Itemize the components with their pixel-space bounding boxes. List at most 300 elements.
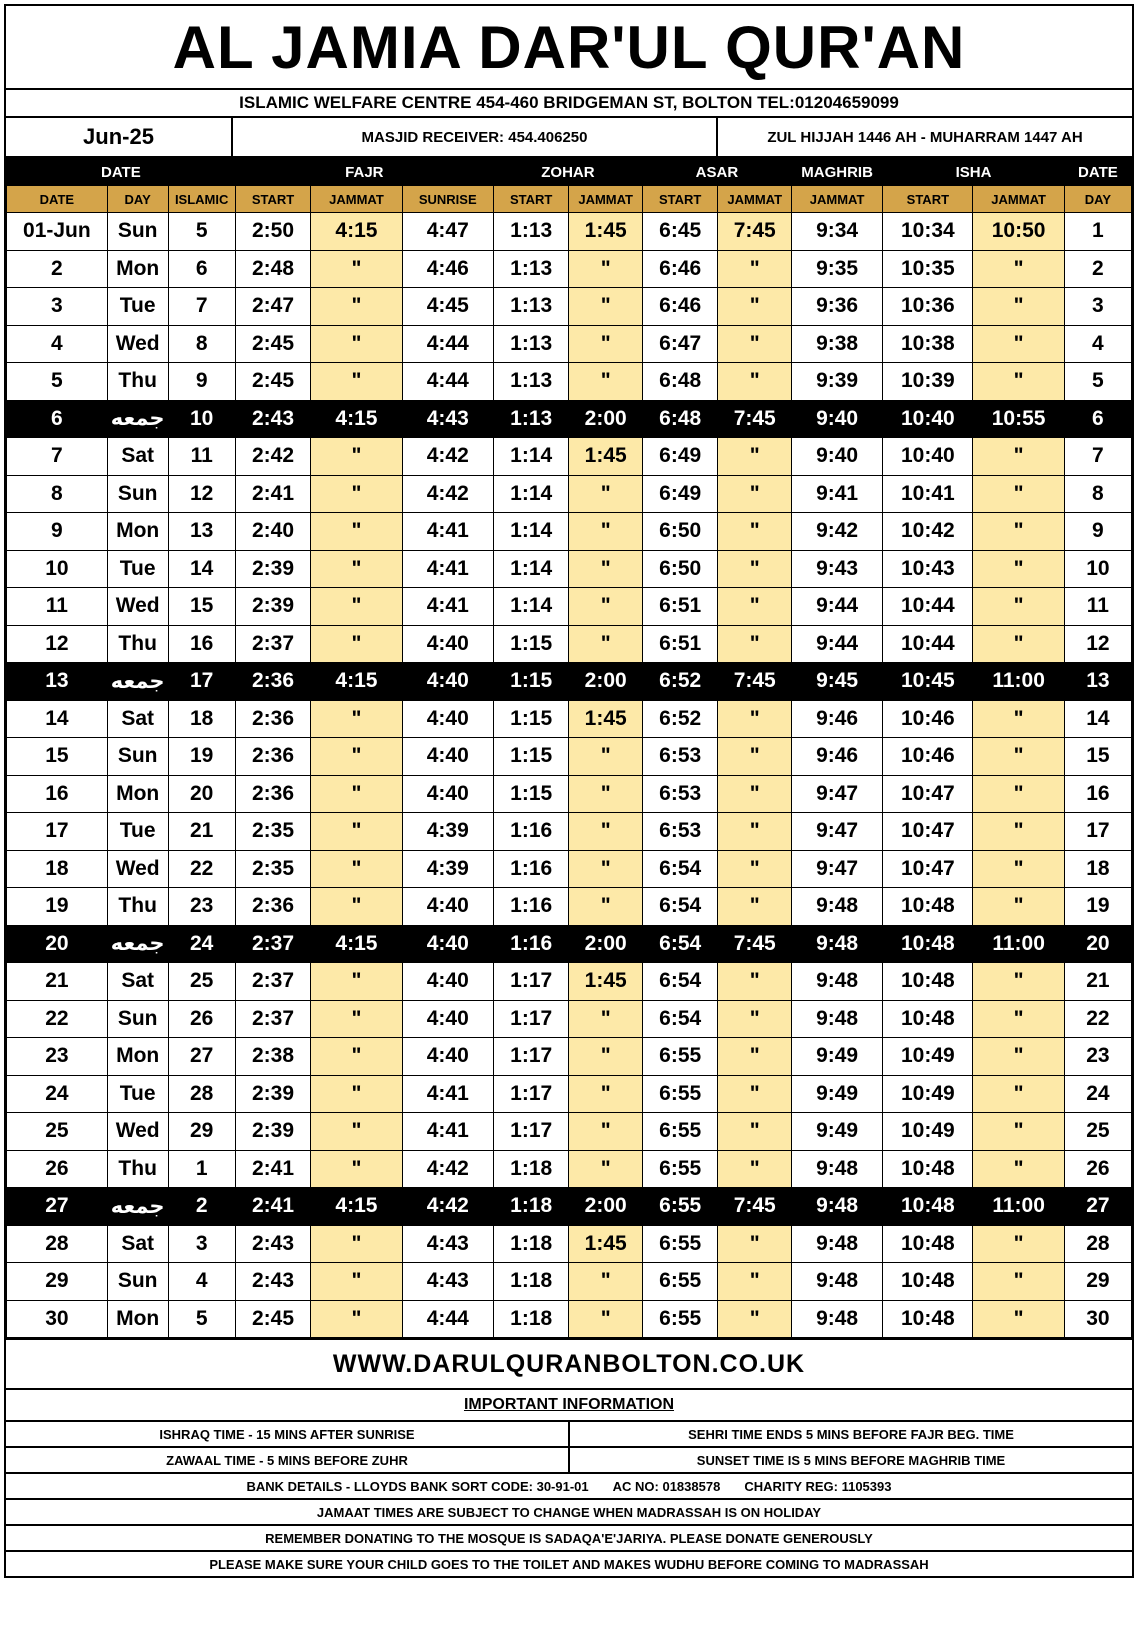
col-fajr-jammat-cell: 4:15 xyxy=(311,1188,402,1226)
col-day-number-cell: 8 xyxy=(1064,475,1131,513)
col-asar-start-cell: 6:53 xyxy=(642,738,718,776)
col-sunrise-cell: 4:44 xyxy=(402,363,493,401)
col-day-number-cell: 25 xyxy=(1064,1113,1131,1151)
col-fajr-jammat-cell: " xyxy=(311,813,402,851)
col-isha-start-cell: 10:42 xyxy=(883,513,973,551)
col-sunrise-cell: 4:45 xyxy=(402,288,493,326)
col-fajr-jammat-cell: " xyxy=(311,1038,402,1076)
col-day-cell: Mon xyxy=(107,1300,168,1338)
col-zohar-start-cell: 1:15 xyxy=(493,663,569,701)
col-isha-jammat-cell: 11:00 xyxy=(973,663,1064,701)
col-sunrise-cell: 4:40 xyxy=(402,663,493,701)
col-sunrise-cell: 4:40 xyxy=(402,738,493,776)
col-fajr-start-cell: 2:43 xyxy=(235,400,311,438)
col-zohar-jammat-cell: " xyxy=(569,1263,642,1301)
col-fajr-start-cell: 2:37 xyxy=(235,925,311,963)
col-maghrib-jammat-cell: 9:48 xyxy=(791,888,882,926)
col-zohar-start-cell: 1:18 xyxy=(493,1188,569,1226)
col-isha-start-cell: 10:47 xyxy=(883,850,973,888)
col-date-cell: 10 xyxy=(7,550,108,588)
col-sunrise-cell: 4:39 xyxy=(402,813,493,851)
group-header-row xyxy=(7,159,1132,186)
col-isha-start-cell: 10:49 xyxy=(883,1075,973,1113)
col-isha-start-cell: 10:34 xyxy=(883,213,973,251)
col-zohar-jammat-cell: " xyxy=(569,888,642,926)
col-maghrib-jammat-cell: 9:47 xyxy=(791,813,882,851)
col-isha-jammat-cell: " xyxy=(973,1000,1064,1038)
col-asar-jammat-cell: " xyxy=(718,1113,791,1151)
col-date-cell: 2 xyxy=(7,250,108,288)
col-islamic-cell: 23 xyxy=(168,888,235,926)
col-fajr-jammat-cell: " xyxy=(311,1075,402,1113)
col-zohar-jammat-cell: 2:00 xyxy=(569,663,642,701)
col-fajr-start-cell: 2:50 xyxy=(235,213,311,251)
table-row xyxy=(7,250,1132,288)
table-row xyxy=(7,400,1132,438)
col-asar-start-cell: 6:54 xyxy=(642,925,718,963)
col-zohar-start-cell: 1:13 xyxy=(493,325,569,363)
col-isha-start-cell: 10:48 xyxy=(883,1225,973,1263)
col-asar-start-cell: 6:49 xyxy=(642,438,718,476)
col-asar-jammat-cell: " xyxy=(718,963,791,1001)
col-isha-start-header: START xyxy=(883,186,973,213)
table-row xyxy=(7,625,1132,663)
col-maghrib-jammat-cell: 9:40 xyxy=(791,400,882,438)
col-zohar-start-cell: 1:13 xyxy=(493,363,569,401)
col-isha-jammat-cell: " xyxy=(973,963,1064,1001)
col-day-cell: Mon xyxy=(107,775,168,813)
col-maghrib-jammat-cell: 9:47 xyxy=(791,775,882,813)
col-sunrise-cell: 4:40 xyxy=(402,963,493,1001)
col-zohar-start-cell: 1:17 xyxy=(493,1038,569,1076)
sehri-note: SEHRI TIME ENDS 5 MINS BEFORE FAJR BEG. TIME xyxy=(688,1426,1014,1442)
prayer-timetable xyxy=(6,158,1132,1338)
col-fajr-start-cell: 2:39 xyxy=(235,1113,311,1151)
col-day-cell: Thu xyxy=(107,363,168,401)
col-maghrib-jammat-cell: 9:44 xyxy=(791,588,882,626)
col-fajr-jammat-cell: " xyxy=(311,1300,402,1338)
col-maghrib-jammat-cell: 9:49 xyxy=(791,1038,882,1076)
table-row xyxy=(7,363,1132,401)
col-date-cell: 28 xyxy=(7,1225,108,1263)
col-sunrise-cell: 4:41 xyxy=(402,1113,493,1151)
table-row xyxy=(7,963,1132,1001)
col-fajr-start-cell: 2:39 xyxy=(235,588,311,626)
group-date-right: DATE xyxy=(1064,159,1131,186)
col-asar-jammat-cell: " xyxy=(718,1300,791,1338)
col-maghrib-jammat-cell: 9:34 xyxy=(791,213,882,251)
col-isha-jammat-cell: " xyxy=(973,1225,1064,1263)
col-zohar-jammat-cell: 2:00 xyxy=(569,400,642,438)
col-isha-start-cell: 10:46 xyxy=(883,738,973,776)
col-isha-jammat-cell: " xyxy=(973,1075,1064,1113)
col-sunrise-cell: 4:40 xyxy=(402,700,493,738)
col-maghrib-jammat-cell: 9:40 xyxy=(791,438,882,476)
col-date-cell: 20 xyxy=(7,925,108,963)
col-fajr-jammat-cell: " xyxy=(311,438,402,476)
col-date-cell: 15 xyxy=(7,738,108,776)
col-fajr-start-cell: 2:37 xyxy=(235,625,311,663)
col-day-cell: Tue xyxy=(107,813,168,851)
col-isha-jammat-cell: " xyxy=(973,888,1064,926)
col-day-cell: Sun xyxy=(107,1263,168,1301)
col-fajr-start-cell: 2:45 xyxy=(235,325,311,363)
col-zohar-start-cell: 1:17 xyxy=(493,1075,569,1113)
col-day-cell: Wed xyxy=(107,588,168,626)
col-islamic-cell: 28 xyxy=(168,1075,235,1113)
col-zohar-start-cell: 1:14 xyxy=(493,550,569,588)
col-isha-jammat-cell: 10:50 xyxy=(973,213,1064,251)
col-asar-start-cell: 6:50 xyxy=(642,513,718,551)
ishraq-note: ISHRAQ TIME - 15 MINS AFTER SUNRISE xyxy=(6,1422,570,1446)
col-isha-jammat-cell: " xyxy=(973,700,1064,738)
col-day-number-cell: 27 xyxy=(1064,1188,1131,1226)
col-isha-start-cell: 10:49 xyxy=(883,1113,973,1151)
col-day-cell: Mon xyxy=(107,1038,168,1076)
col-isha-jammat-cell: " xyxy=(973,1263,1064,1301)
col-sunrise-cell: 4:40 xyxy=(402,1038,493,1076)
col-asar-start-cell: 6:55 xyxy=(642,1150,718,1188)
col-asar-jammat-cell: " xyxy=(718,438,791,476)
col-fajr-start-cell: 2:39 xyxy=(235,1075,311,1113)
col-zohar-jammat-cell: 1:45 xyxy=(569,700,642,738)
col-maghrib-jammat-cell: 9:38 xyxy=(791,325,882,363)
col-zohar-jammat-cell: " xyxy=(569,288,642,326)
col-day-number-cell: 24 xyxy=(1064,1075,1131,1113)
col-zohar-start-cell: 1:14 xyxy=(493,513,569,551)
sunset-note: SUNSET TIME IS 5 MINS BEFORE MAGHRIB TIME xyxy=(696,1452,1006,1468)
col-date-header: DATE xyxy=(7,186,108,213)
col-day-number-cell: 28 xyxy=(1064,1225,1131,1263)
col-sunrise-cell: 4:46 xyxy=(402,250,493,288)
col-day-cell: Mon xyxy=(107,513,168,551)
col-fajr-jammat-cell: " xyxy=(311,1000,402,1038)
col-asar-jammat-cell: " xyxy=(718,475,791,513)
charity-reg: CHARITY REG: 1105393 xyxy=(744,1478,892,1494)
col-isha-start-cell: 10:46 xyxy=(883,700,973,738)
table-row xyxy=(7,513,1132,551)
col-islamic-cell: 7 xyxy=(168,288,235,326)
col-day-cell: Sat xyxy=(107,700,168,738)
col-day-cell: Thu xyxy=(107,888,168,926)
col-maghrib-jammat-cell: 9:42 xyxy=(791,513,882,551)
col-asar-jammat-cell: " xyxy=(718,288,791,326)
col-islamic-cell: 21 xyxy=(168,813,235,851)
col-sunrise-cell: 4:40 xyxy=(402,1000,493,1038)
col-fajr-start-header: START xyxy=(235,186,311,213)
col-date-cell: 13 xyxy=(7,663,108,701)
col-isha-start-cell: 10:44 xyxy=(883,588,973,626)
timetable-body xyxy=(7,213,1132,1338)
col-sunrise-cell: 4:39 xyxy=(402,850,493,888)
col-isha-jammat-cell: 10:55 xyxy=(973,400,1064,438)
col-sunrise-cell: 4:40 xyxy=(402,888,493,926)
col-fajr-jammat-cell: " xyxy=(311,738,402,776)
col-sunrise-cell: 4:42 xyxy=(402,1150,493,1188)
col-sunrise-cell: 4:43 xyxy=(402,400,493,438)
table-row xyxy=(7,1263,1132,1301)
col-asar-start-cell: 6:54 xyxy=(642,1000,718,1038)
col-day-cell: جمعه xyxy=(107,663,168,701)
col-asar-start-cell: 6:55 xyxy=(642,1113,718,1151)
col-zohar-jammat-cell: " xyxy=(569,1113,642,1151)
col-sunrise-cell: 4:44 xyxy=(402,1300,493,1338)
col-date-cell: 01-Jun xyxy=(7,213,108,251)
col-maghrib-jammat-cell: 9:48 xyxy=(791,1000,882,1038)
table-row xyxy=(7,1075,1132,1113)
col-isha-start-cell: 10:40 xyxy=(883,400,973,438)
group-asar: ASAR xyxy=(642,159,791,186)
col-maghrib-jammat-cell: 9:44 xyxy=(791,625,882,663)
col-day-cell: Thu xyxy=(107,1150,168,1188)
col-day-number-cell: 23 xyxy=(1064,1038,1131,1076)
col-islamic-cell: 19 xyxy=(168,738,235,776)
col-day-number-cell: 11 xyxy=(1064,588,1131,626)
col-fajr-jammat-cell: 4:15 xyxy=(311,663,402,701)
col-zohar-start-cell: 1:17 xyxy=(493,1000,569,1038)
col-isha-jammat-cell: " xyxy=(973,1150,1064,1188)
table-row xyxy=(7,1225,1132,1263)
col-isha-start-cell: 10:48 xyxy=(883,925,973,963)
col-zohar-start-cell: 1:14 xyxy=(493,588,569,626)
col-asar-start-cell: 6:52 xyxy=(642,700,718,738)
col-asar-start-cell: 6:54 xyxy=(642,888,718,926)
col-fajr-start-cell: 2:36 xyxy=(235,700,311,738)
col-day-number-cell: 10 xyxy=(1064,550,1131,588)
timetable-sheet xyxy=(4,4,1134,1578)
col-isha-jammat-cell: " xyxy=(973,288,1064,326)
col-zohar-jammat-header: JAMMAT xyxy=(569,186,642,213)
table-row xyxy=(7,700,1132,738)
col-islamic-cell: 17 xyxy=(168,663,235,701)
col-isha-jammat-cell: " xyxy=(973,1300,1064,1338)
col-zohar-start-cell: 1:13 xyxy=(493,400,569,438)
col-zohar-start-cell: 1:15 xyxy=(493,775,569,813)
col-sunrise-cell: 4:40 xyxy=(402,625,493,663)
col-asar-jammat-cell: " xyxy=(718,1000,791,1038)
col-sunrise-cell: 4:41 xyxy=(402,588,493,626)
col-sunrise-header: SUNRISE xyxy=(402,186,493,213)
col-date-cell: 25 xyxy=(7,1113,108,1151)
table-row xyxy=(7,1150,1132,1188)
col-sunrise-cell: 4:47 xyxy=(402,213,493,251)
col-maghrib-jammat-cell: 9:49 xyxy=(791,1075,882,1113)
table-row xyxy=(7,1000,1132,1038)
col-day-cell: Sun xyxy=(107,738,168,776)
info-pair-1 xyxy=(6,1422,1132,1448)
col-maghrib-jammat-cell: 9:49 xyxy=(791,1113,882,1151)
col-day-cell: Tue xyxy=(107,1075,168,1113)
table-row xyxy=(7,775,1132,813)
col-isha-jammat-cell: " xyxy=(973,775,1064,813)
col-day-number-cell: 6 xyxy=(1064,400,1131,438)
col-date-cell: 21 xyxy=(7,963,108,1001)
col-fajr-start-cell: 2:48 xyxy=(235,250,311,288)
col-asar-jammat-cell: 7:45 xyxy=(718,1188,791,1226)
col-date-cell: 19 xyxy=(7,888,108,926)
col-isha-jammat-cell: " xyxy=(973,1038,1064,1076)
col-asar-jammat-cell: " xyxy=(718,363,791,401)
col-asar-jammat-cell: " xyxy=(718,1263,791,1301)
col-isha-jammat-header: JAMMAT xyxy=(973,186,1064,213)
col-fajr-jammat-cell: " xyxy=(311,850,402,888)
col-zohar-jammat-cell: 1:45 xyxy=(569,438,642,476)
col-zohar-start-cell: 1:15 xyxy=(493,625,569,663)
col-islamic-cell: 8 xyxy=(168,325,235,363)
col-zohar-start-cell: 1:18 xyxy=(493,1150,569,1188)
col-day-cell: جمعه xyxy=(107,1188,168,1226)
website-url: WWW.DARULQURANBOLTON.CO.UK xyxy=(6,1340,1132,1390)
col-zohar-jammat-cell: 1:45 xyxy=(569,963,642,1001)
col-day-cell: جمعه xyxy=(107,925,168,963)
col-asar-start-cell: 6:55 xyxy=(642,1075,718,1113)
table-row xyxy=(7,588,1132,626)
col-islamic-cell: 15 xyxy=(168,588,235,626)
col-asar-start-cell: 6:46 xyxy=(642,250,718,288)
col-day-cell: Sun xyxy=(107,213,168,251)
col-fajr-start-cell: 2:41 xyxy=(235,1150,311,1188)
table-row xyxy=(7,663,1132,701)
col-asar-start-cell: 6:55 xyxy=(642,1263,718,1301)
group-isha: ISHA xyxy=(883,159,1065,186)
col-islamic-cell: 13 xyxy=(168,513,235,551)
info-pair-2 xyxy=(6,1448,1132,1474)
col-asar-jammat-cell: " xyxy=(718,700,791,738)
col-islamic-cell: 27 xyxy=(168,1038,235,1076)
col-zohar-start-cell: 1:17 xyxy=(493,963,569,1001)
col-day-cell: Sat xyxy=(107,963,168,1001)
col-day-number-cell: 15 xyxy=(1064,738,1131,776)
table-row xyxy=(7,475,1132,513)
col-maghrib-jammat-cell: 9:41 xyxy=(791,475,882,513)
col-zohar-jammat-cell: " xyxy=(569,1000,642,1038)
group-date: DATE xyxy=(7,159,236,186)
col-isha-start-cell: 10:48 xyxy=(883,1150,973,1188)
col-islamic-cell: 12 xyxy=(168,475,235,513)
col-asar-start-cell: 6:54 xyxy=(642,963,718,1001)
table-row xyxy=(7,288,1132,326)
col-zohar-jammat-cell: 2:00 xyxy=(569,1188,642,1226)
col-zohar-jammat-cell: " xyxy=(569,1300,642,1338)
col-date-cell: 8 xyxy=(7,475,108,513)
col-day-number-cell: 1 xyxy=(1064,213,1131,251)
col-zohar-jammat-cell: " xyxy=(569,850,642,888)
col-asar-jammat-header: JAMMAT xyxy=(718,186,791,213)
col-day-number-header: DAY xyxy=(1064,186,1131,213)
col-maghrib-jammat-cell: 9:46 xyxy=(791,700,882,738)
col-maghrib-jammat-cell: 9:39 xyxy=(791,363,882,401)
col-maghrib-jammat-cell: 9:45 xyxy=(791,663,882,701)
col-zohar-jammat-cell: " xyxy=(569,625,642,663)
table-row xyxy=(7,850,1132,888)
col-asar-jammat-cell: " xyxy=(718,588,791,626)
table-row xyxy=(7,438,1132,476)
col-fajr-start-cell: 2:36 xyxy=(235,663,311,701)
col-fajr-start-cell: 2:41 xyxy=(235,1188,311,1226)
important-heading: IMPORTANT INFORMATION xyxy=(6,1390,1132,1422)
col-date-cell: 4 xyxy=(7,325,108,363)
footer xyxy=(6,1338,1132,1576)
col-asar-start-cell: 6:48 xyxy=(642,400,718,438)
col-date-cell: 23 xyxy=(7,1038,108,1076)
col-fajr-start-cell: 2:37 xyxy=(235,1000,311,1038)
col-fajr-start-cell: 2:45 xyxy=(235,363,311,401)
col-islamic-header: ISLAMIC xyxy=(168,186,235,213)
group-fajr: FAJR xyxy=(235,159,493,186)
col-zohar-start-cell: 1:18 xyxy=(493,1300,569,1338)
col-asar-start-cell: 6:45 xyxy=(642,213,718,251)
col-asar-jammat-cell: " xyxy=(718,1150,791,1188)
masjid-receiver: MASJID RECEIVER: 454.406250 xyxy=(233,118,718,156)
col-islamic-cell: 25 xyxy=(168,963,235,1001)
col-fajr-jammat-cell: " xyxy=(311,550,402,588)
col-maghrib-jammat-cell: 9:48 xyxy=(791,1300,882,1338)
col-isha-jammat-cell: 11:00 xyxy=(973,925,1064,963)
col-maghrib-jammat-cell: 9:36 xyxy=(791,288,882,326)
col-islamic-cell: 29 xyxy=(168,1113,235,1151)
col-asar-start-cell: 6:48 xyxy=(642,363,718,401)
col-day-number-cell: 4 xyxy=(1064,325,1131,363)
col-isha-jammat-cell: " xyxy=(973,813,1064,851)
col-fajr-start-cell: 2:35 xyxy=(235,813,311,851)
col-fajr-jammat-header: JAMMAT xyxy=(311,186,402,213)
col-isha-start-cell: 10:48 xyxy=(883,963,973,1001)
col-isha-jammat-cell: 11:00 xyxy=(973,1188,1064,1226)
col-asar-jammat-cell: " xyxy=(718,775,791,813)
account-number: AC NO: 01838578 xyxy=(612,1478,721,1494)
col-day-cell: Mon xyxy=(107,250,168,288)
col-day-number-cell: 3 xyxy=(1064,288,1131,326)
table-row xyxy=(7,1038,1132,1076)
col-isha-start-cell: 10:48 xyxy=(883,1188,973,1226)
jamaat-notice: JAMAAT TIMES ARE SUBJECT TO CHANGE WHEN MADRASSAH IS ON HOLIDAY xyxy=(6,1500,1132,1526)
col-day-cell: Tue xyxy=(107,550,168,588)
col-isha-jammat-cell: " xyxy=(973,475,1064,513)
col-zohar-start-cell: 1:18 xyxy=(493,1263,569,1301)
col-sunrise-cell: 4:42 xyxy=(402,475,493,513)
col-fajr-jammat-cell: " xyxy=(311,963,402,1001)
col-fajr-jammat-cell: 4:15 xyxy=(311,925,402,963)
col-maghrib-jammat-cell: 9:48 xyxy=(791,1263,882,1301)
col-zohar-jammat-cell: " xyxy=(569,325,642,363)
col-date-cell: 22 xyxy=(7,1000,108,1038)
col-isha-start-cell: 10:36 xyxy=(883,288,973,326)
bank-sort-code: BANK DETAILS - LLOYDS BANK SORT CODE: 30-91-01 xyxy=(246,1478,589,1494)
col-fajr-start-cell: 2:40 xyxy=(235,513,311,551)
col-islamic-cell: 22 xyxy=(168,850,235,888)
col-day-number-cell: 30 xyxy=(1064,1300,1131,1338)
col-fajr-jammat-cell: " xyxy=(311,588,402,626)
col-isha-jammat-cell: " xyxy=(973,588,1064,626)
col-fajr-start-cell: 2:43 xyxy=(235,1225,311,1263)
column-header-row xyxy=(7,186,1132,213)
col-day-header: DAY xyxy=(107,186,168,213)
col-zohar-start-cell: 1:14 xyxy=(493,475,569,513)
col-date-cell: 24 xyxy=(7,1075,108,1113)
col-date-cell: 16 xyxy=(7,775,108,813)
table-row xyxy=(7,550,1132,588)
col-zohar-jammat-cell: " xyxy=(569,588,642,626)
col-date-cell: 12 xyxy=(7,625,108,663)
col-day-number-cell: 13 xyxy=(1064,663,1131,701)
col-date-cell: 30 xyxy=(7,1300,108,1338)
col-fajr-jammat-cell: " xyxy=(311,325,402,363)
col-isha-start-cell: 10:44 xyxy=(883,625,973,663)
col-isha-start-cell: 10:41 xyxy=(883,475,973,513)
table-row xyxy=(7,1188,1132,1226)
col-day-number-cell: 21 xyxy=(1064,963,1131,1001)
col-isha-jammat-cell: " xyxy=(973,513,1064,551)
